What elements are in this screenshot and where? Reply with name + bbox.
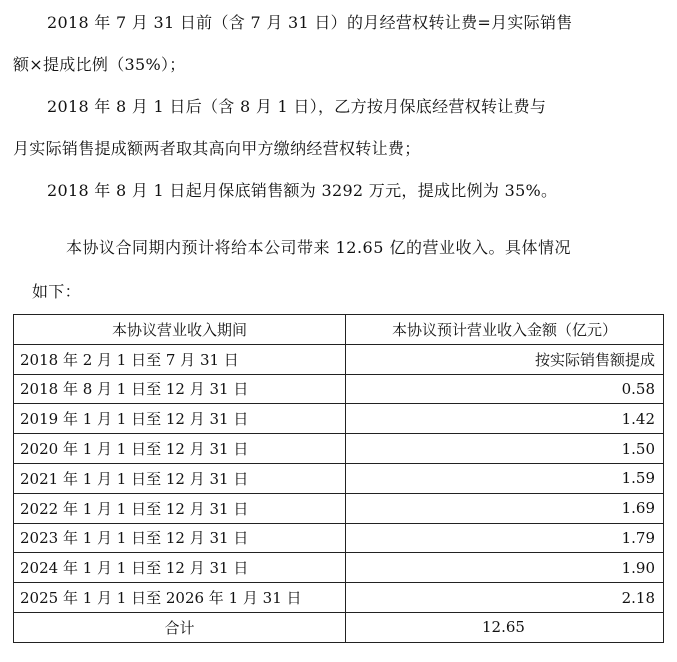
table-row (14, 463, 664, 493)
row-period: 2025 年 1 月 1 日至 2026 年 1 月 31 日 (14, 583, 346, 613)
header-amount: 本协议预计营业收入金额（亿元） (346, 315, 664, 345)
row-period: 2018 年 2 月 1 日至 7 月 31 日 (14, 344, 346, 374)
row-period: 2018 年 8 月 1 日至 12 月 31 日 (14, 374, 346, 404)
paragraph-line-6: 本协议合同期内预计将给本公司带来 12.65 亿的营业收入。具体情况 (66, 238, 571, 257)
header-period: 本协议营业收入期间 (14, 315, 346, 345)
paragraph-line-1: 2018 年 7 月 31 日前（含 7 月 31 日）的月经营权转让费=月实际销售 (47, 13, 573, 32)
paragraph-line-3: 2018 年 8 月 1 日后（含 8 月 1 日），乙方按月保底经营权转让费与 (47, 97, 547, 116)
revenue-table-grid (13, 314, 664, 643)
table-row (14, 583, 664, 613)
row-period: 2022 年 1 月 1 日至 12 月 31 日 (14, 493, 346, 523)
row-amount: 按实际销售额提成 (346, 344, 664, 374)
paragraph-line-4: 月实际销售提成额两者取其高向甲方缴纳经营权转让费； (13, 139, 421, 158)
paragraph-line-5: 2018 年 8 月 1 日起月保底销售额为 3292 万元，提成比例为 35%。 (47, 181, 558, 200)
row-amount: 1.69 (346, 493, 664, 523)
row-period: 2019 年 1 月 1 日至 12 月 31 日 (14, 404, 346, 434)
table-total-row (14, 612, 664, 642)
table-row (14, 493, 664, 523)
total-amount: 12.65 (346, 612, 664, 642)
paragraph-line-2: 额×提成比例（35%）； (13, 55, 186, 74)
table-row (14, 344, 664, 374)
row-amount: 0.58 (346, 374, 664, 404)
row-amount: 1.90 (346, 553, 664, 583)
row-amount: 1.50 (346, 434, 664, 464)
total-label: 合计 (14, 612, 346, 642)
row-amount: 1.42 (346, 404, 664, 434)
paragraph-line-7: 如下： (32, 282, 81, 301)
table-header-row (14, 315, 664, 345)
row-amount: 1.59 (346, 463, 664, 493)
row-period: 2021 年 1 月 1 日至 12 月 31 日 (14, 463, 346, 493)
row-amount: 2.18 (346, 583, 664, 613)
table-row (14, 434, 664, 464)
table-row (14, 374, 664, 404)
table-row (14, 523, 664, 553)
revenue-table (13, 314, 663, 643)
row-period: 2024 年 1 月 1 日至 12 月 31 日 (14, 553, 346, 583)
table-row (14, 553, 664, 583)
row-period: 2020 年 1 月 1 日至 12 月 31 日 (14, 434, 346, 464)
row-amount: 1.79 (346, 523, 664, 553)
table-row (14, 404, 664, 434)
row-period: 2023 年 1 月 1 日至 12 月 31 日 (14, 523, 346, 553)
